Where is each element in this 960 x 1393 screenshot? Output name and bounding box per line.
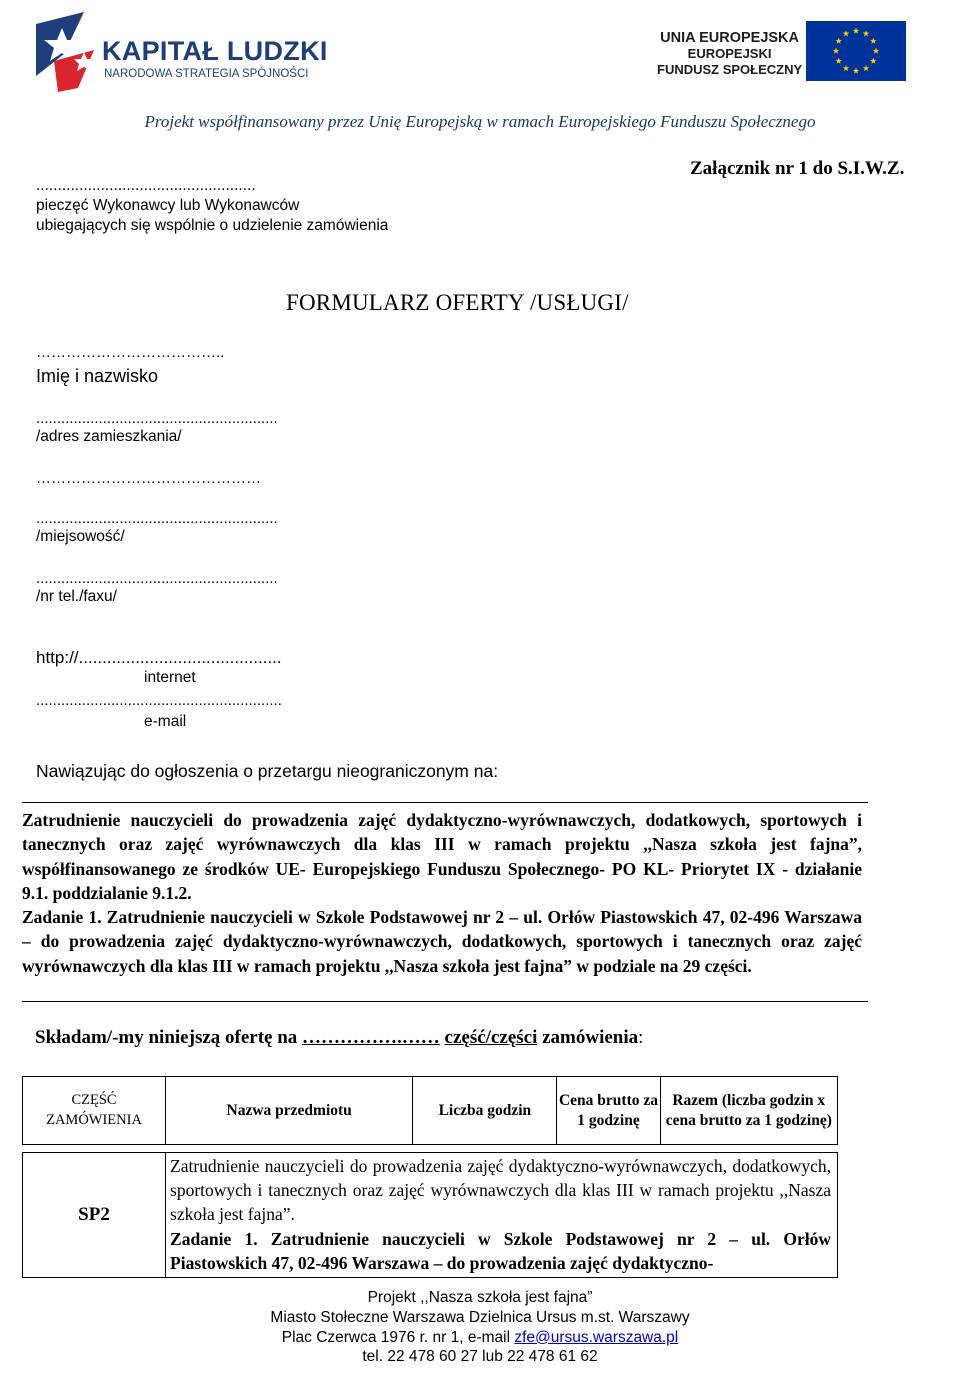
table-spacer-row (23, 1145, 838, 1153)
address-dots: .......................................................... (36, 410, 278, 427)
divider-bottom (22, 1001, 868, 1002)
kapital-ludzki-title: KAPITAŁ LUDZKI (102, 36, 328, 66)
divider-top (22, 802, 868, 803)
eu-line-3: FUNDUSZ SPOŁECZNY (657, 62, 803, 77)
footer-email-link[interactable]: zfe@ursus.warszawa.pl (514, 1328, 679, 1346)
name-label: Imię i nazwisko (36, 366, 159, 386)
row-description (166, 1153, 838, 1278)
subject-block (22, 808, 862, 978)
city-label: /miejsowość/ (36, 528, 125, 545)
header-price: Cena brutto za 1 godzinę (557, 1077, 660, 1145)
footer-address-text: Plac Czerwca 1976 r. nr 1, e-mail (281, 1328, 515, 1346)
email-label: e-mail (144, 713, 187, 730)
offer-parts: część/części (444, 1027, 538, 1048)
city-dots: .......................................................... (36, 510, 278, 527)
intro-text: Nawiązując do ogłoszenia o przetargu nieograniczonym na: (36, 761, 499, 781)
row-description-text: Zatrudnienie nauczycieli do prowadzenia zajęć dydaktyczno-wyrównawczych, dodatkowych, sportowych i tanecznych oraz zajęć wyrównawczych dla klas III w ramach projektu ,,Nasza szkoła jest fajna”. (170, 1156, 831, 1225)
subject-paragraph: Zatrudnienie nauczycieli do prowadzenia zajęć dydaktyczno-wyrównawczych, dodatkowych, sportowych i tanecznych oraz zajęć wyrównawczych dla klas III w ramach projektu ,,Nasza szkoła jest fajna”, współfinansowanego ze środków UE- Europejskiego Funduszu Społecznego- PO KL- Priorytet IX - działanie 9.1. poddzialanie 9.1.2. (22, 810, 862, 903)
internet-label: internet (144, 669, 196, 686)
kapital-ludzki-subtitle: NARODOWA STRATEGIA SPÓJNOŚCI (104, 68, 309, 80)
header-total: Razem (liczba godzin x cena brutto za 1 godzinę) (660, 1077, 837, 1145)
table-row (23, 1153, 838, 1278)
footer-phone: tel. 22 478 60 27 lub 22 478 61 62 (362, 1348, 598, 1366)
eu-flag-icon (806, 21, 906, 81)
phone-label: /nr tel./faxu/ (36, 588, 117, 605)
contractor-stamp-block (36, 176, 388, 236)
cofinancing-note: Projekt współfinansowany przez Unię Europejską w ramach Europejskiego Funduszu Społecznego (144, 112, 816, 131)
offer-table (22, 1076, 838, 1278)
address-label: /adres zamieszkania/ (36, 428, 182, 445)
form-title: FORMULARZ OFERTY /USŁUGI/ (286, 290, 629, 315)
http-field: http://........................................... (36, 648, 282, 667)
table-header-row (23, 1077, 838, 1145)
row-task-text: Zadanie 1. Zatrudnienie nauczycieli w Szkole Podstawowej nr 2 ‒ ul. Orłów Piastowskich 47, 02-496 Warszawa ‒ do prowadzenia zajęć dydaktyczno- (170, 1228, 831, 1273)
header-subject: Nazwa przedmiotu (166, 1077, 413, 1145)
eu-fund-text (657, 30, 802, 78)
offer-suffix: zamówienia (537, 1027, 639, 1048)
header-part: CZĘŚĆ ZAMÓWIENIA (23, 1077, 166, 1145)
attachment-label: Załącznik nr 1 do S.I.W.Z. (690, 158, 905, 179)
eu-line-1: UNIA EUROPEJSKA (660, 30, 800, 46)
header-hours: Liczba godzin (413, 1077, 557, 1145)
stamp-label-line-1: pieczęć Wykonawcy lub Wykonawców (36, 197, 300, 214)
stamp-label-line-2: ubiegających się wspólnie o udzielenie zamówienia (36, 217, 389, 234)
footer-institution: Miasto Stołeczne Warszawa Dzielnica Ursus m.st. Warszawy (270, 1308, 690, 1326)
email-dots: ........................................................... (36, 692, 282, 709)
row-part: SP2 (23, 1153, 166, 1278)
stamp-dots: ................................................... (36, 177, 256, 194)
offer-statement (35, 1027, 643, 1049)
offer-prefix: Składam/-my niniejszą ofertę na (35, 1027, 303, 1048)
address-extra-dots: ……………………………………… (36, 470, 261, 487)
footer-address (0, 1328, 960, 1348)
name-dots: ……………………………….. (36, 344, 225, 361)
phone-dots: .......................................................... (36, 570, 278, 587)
offer-blank: …………….…… (302, 1027, 440, 1048)
footer (0, 1288, 960, 1367)
offer-colon: : (638, 1027, 644, 1048)
eu-line-2: EUROPEJSKI (687, 46, 772, 61)
task-paragraph: Zadanie 1. Zatrudnienie nauczycieli w Szkole Podstawowej nr 2 ‒ ul. Orłów Piastowskich 47, 02-496 Warszawa ‒ do prowadzenia zajęć dydaktyczno-wyrównawczych, dodatkowych, sportowych i tanecznych oraz zajęć wyrównawczych dla klas III w ramach projektu ,,Nasza szkoła jest fajna” w podziale na 29 części. (22, 907, 862, 976)
footer-project: Projekt ,,Nasza szkoła jest fajna” (367, 1289, 593, 1306)
